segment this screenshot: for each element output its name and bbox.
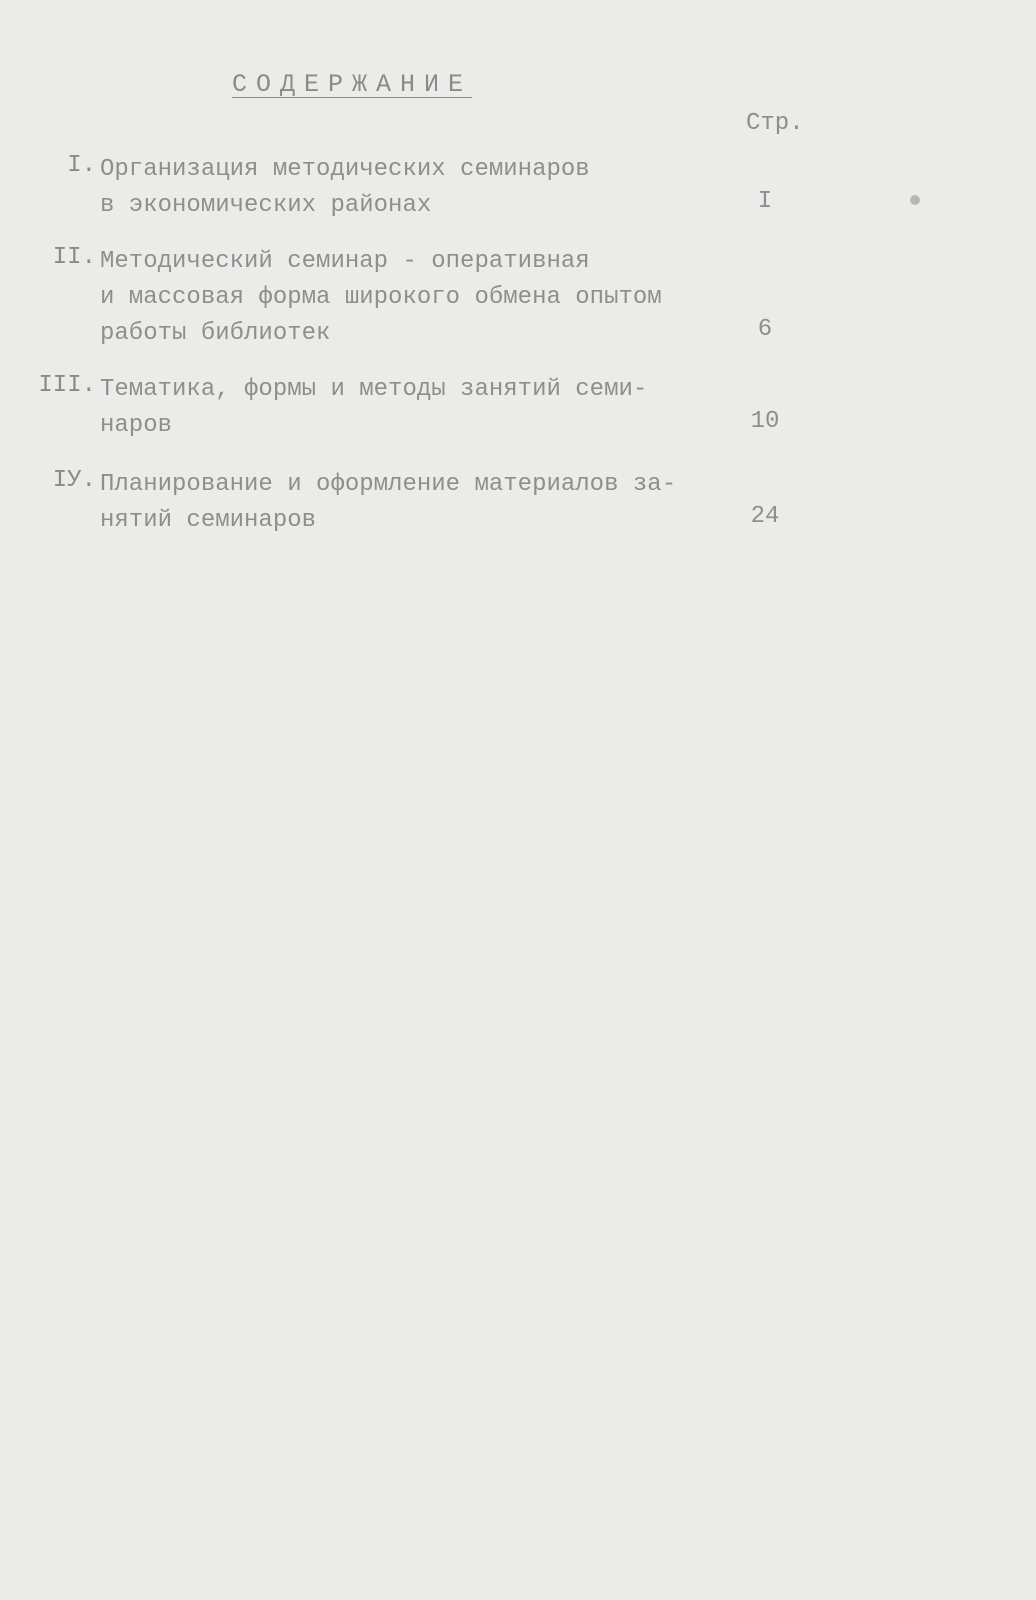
paper-speck bbox=[910, 195, 920, 205]
toc-entry-page: 10 bbox=[750, 408, 780, 435]
toc-entry-title bbox=[100, 244, 700, 352]
toc-entry-page: 24 bbox=[750, 503, 780, 530]
toc-entry-title bbox=[100, 467, 700, 539]
toc-entry-line: нятий семинаров bbox=[100, 507, 317, 534]
toc-entry-number: IУ. bbox=[52, 467, 96, 494]
toc-entry-title bbox=[100, 372, 700, 444]
toc-entry-line: Планирование и оформление материалов за- bbox=[100, 471, 677, 498]
toc-entry-line: Организация методических семинаров bbox=[100, 156, 590, 183]
toc-entry-page: 6 bbox=[757, 316, 773, 343]
toc-entry-line: Тематика, формы и методы занятий семи- bbox=[100, 376, 648, 403]
toc-entry-page: I bbox=[757, 188, 773, 215]
page-column-label: Стр. bbox=[746, 110, 804, 137]
toc-entry-number: II. bbox=[52, 244, 96, 271]
toc-entry-title bbox=[100, 152, 700, 224]
toc-entry-number: I. bbox=[67, 152, 96, 179]
toc-entry-line: и массовая форма широкого обмена опытом bbox=[100, 284, 662, 311]
toc-entry-line: работы библиотек bbox=[100, 320, 331, 347]
toc-title: СОДЕРЖАНИЕ bbox=[232, 70, 473, 99]
toc-entry-number: III. bbox=[38, 372, 96, 399]
toc-entry-line: Методический семинар - оперативная bbox=[100, 248, 590, 275]
toc-entry-line: наров bbox=[100, 412, 173, 439]
toc-entry-line: в экономических районах bbox=[100, 192, 432, 219]
